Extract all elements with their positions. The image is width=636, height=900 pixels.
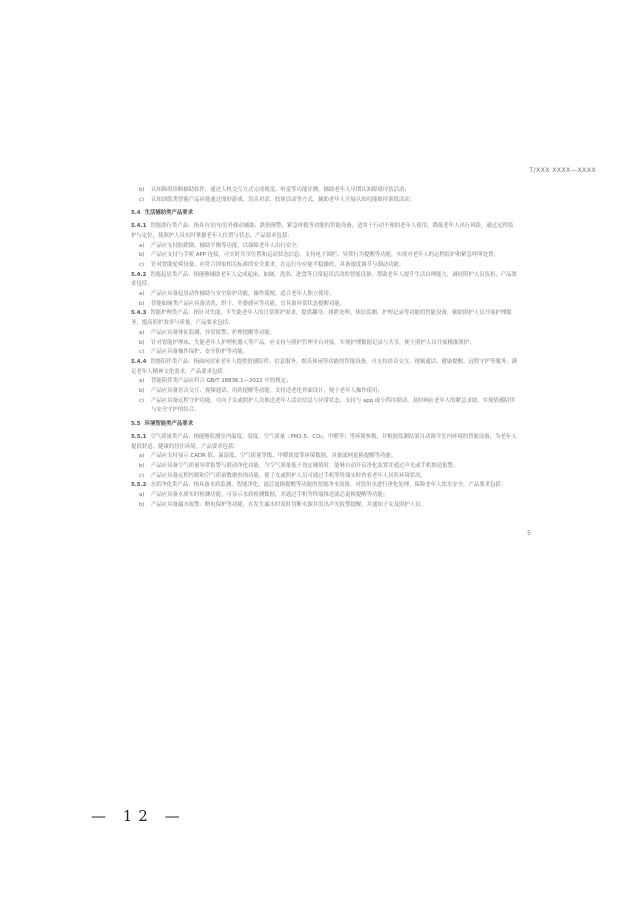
- list-item-label: a): [139, 329, 145, 336]
- clause-number: 5.5.1: [131, 433, 147, 440]
- list-item-text: 产品应支持与手机 APP 连接，可实时共享位置和运动状态信息，支持电子围栏、异常行为提醒等功能，实现对老年人的远程监护和紧急呼叫处置；: [151, 252, 499, 259]
- list-item-label: b): [139, 339, 145, 346]
- clause-text: 空气质量类产品：指能够监测室内温度、湿度、空气质量（PM2.5、CO₂、甲醛等）等环境参数，并根据监测结果自动调节室内环境的智能设备，为老年人提供舒适、健康的居住环境，产品要求包括：: [131, 433, 517, 450]
- clause-paragraph: [131, 358, 517, 377]
- clause-number: 5.5.2: [131, 482, 147, 489]
- list-item: [131, 329, 517, 339]
- list-item-label: b): [139, 252, 145, 259]
- list-item-label: b): [139, 388, 145, 395]
- list-item: [131, 300, 517, 310]
- list-item: [131, 196, 517, 206]
- section-heading: [131, 420, 517, 430]
- list-item-label: a): [139, 492, 145, 499]
- list-item-label: b): [139, 300, 145, 307]
- list-item-text: 产品应具备空气质量异常报警与联动净化功能，当空气质量低于设定阈值时，能够自动开启净化装置并通过声光或手机推送报警；: [151, 462, 459, 469]
- list-item-label: b): [139, 501, 145, 508]
- clause-text: 智能陪伴类产品：指面向居家老年人提供情感陪伴、信息服务、娱乐休闲等功能的智能设备，可支持语音交互、视频通话、健康提醒、远程守护等服务，满足老年人精神文化需求，产品要求包括：: [131, 358, 517, 375]
- list-item: [131, 472, 517, 482]
- clause-text: 智能起居类产品：指能够辅助老年人完成起床、如厕、洗浴、进食等日常起居活动的智能设备，帮助老年人提升生活自理能力，减轻照护人员负担，产品要求包括：: [131, 271, 517, 288]
- section-heading: [131, 209, 517, 219]
- list-item: [131, 397, 517, 416]
- list-item-text: 认知训练类智能产品应能通过图形游戏、语音对话、肢体活动等方式，辅助老年人开展认知功能维持训练活动。: [151, 196, 416, 203]
- document-body: [131, 186, 517, 511]
- list-item: [131, 186, 517, 196]
- list-item-label: a): [139, 291, 145, 298]
- list-item: [131, 242, 517, 252]
- section-title: 环境智能类产品要求: [144, 421, 194, 428]
- section-title: 生活辅助类产品要求: [144, 210, 194, 217]
- list-item-text: 产品应具备漏水报警、断电保护等功能，在发生漏水时及时切断水源并发出声光报警提醒，并通知子女及照护人员。: [151, 501, 426, 508]
- clause-text: 水质净化类产品：指具备水质监测、智能净化、滤芯更换提醒等功能的智能净水设备，对饮用水进行净化处理，保障老年人饮水安全，产品要求包括：: [150, 482, 507, 489]
- list-item-text: 产品应具备水质实时检测功能，可显示水质检测数据，并通过手机等终端推送滤芯更换提醒等功能；: [151, 492, 389, 499]
- list-item: [131, 452, 517, 462]
- list-item: [131, 290, 517, 300]
- list-item: [131, 261, 517, 271]
- list-item-text: 针对智能护理床、失能老年人护理机器人等产品，应支持与照护管理平台对接，实现护理数据记录与共享，便于照护人员开展精准照护；: [151, 339, 475, 346]
- list-item: [131, 377, 517, 387]
- list-item-label: a): [139, 453, 145, 460]
- list-item: [131, 339, 517, 349]
- list-item-text: 产品应具备远程守护功能，可向子女或照护人员推送老年人活动信息与异常状态，支持与 app 或小程序联动，及时响应老年人的紧急求助，实现情感陪伴与安全守护的结合。: [151, 397, 515, 414]
- list-item-text: 产品应支持防跌倒、辅助平衡等功能，以保障老年人出行安全；: [151, 242, 302, 249]
- clause-paragraph: [131, 433, 517, 452]
- clause-paragraph: [131, 481, 517, 491]
- folio-number: — 12 —: [91, 807, 186, 825]
- list-item-text: 智能陪伴类产品应符合 GB/T 18836.1—2022 中的规定；: [151, 378, 292, 385]
- page-number: 5: [527, 530, 531, 537]
- list-item-text: 认知障碍诊断辅助软件，通过人机交互方式完成视觉、听觉等功能评测，辅助老年人早期认知障碍评估活动；: [151, 187, 410, 193]
- section-number: 5.4: [131, 210, 141, 217]
- clause-number: 5.4.1: [131, 223, 147, 230]
- list-item: [131, 251, 517, 261]
- list-item-label: a): [139, 378, 145, 385]
- list-item: [131, 462, 517, 472]
- list-item: [131, 348, 517, 358]
- list-item-label: b): [139, 462, 145, 469]
- list-item-label: c): [139, 349, 145, 356]
- clause-paragraph: [131, 222, 517, 241]
- list-item-label: c): [139, 196, 145, 203]
- clause-text: 智能助行类产品：指具有室内/室外移动辅助、跌倒预警、紧急呼救等功能的智能设备，适用于行动不便的老年人使用，降低老年人出行风险。通过远程监护与定位，使照护人员实时掌握老年人位置与状态，产品要求包括：: [131, 223, 514, 239]
- list-item-text: 产品应具备语音交互、视频通话、用药提醒等功能，支持适老化界面设计，便于老年人操作使用；: [151, 388, 383, 395]
- list-item-label: a): [139, 242, 145, 249]
- list-item-text: 智能如厕类产品应具备清洗、烘干、坐姿感应等功能，宜具备异常状态提醒功能。: [151, 300, 346, 307]
- list-item-text: 针对智能轮椅设备，应符合国家相关标准的安全要求，在运行中应能平稳操控，具备速度调节与制动功能。: [151, 261, 405, 268]
- list-item-label: c): [139, 472, 145, 479]
- standard-number: T/XXX XXXX—XXXX: [529, 166, 596, 174]
- clause-number: 5.4.4: [131, 358, 147, 365]
- clause-number: 5.4.3: [131, 310, 147, 317]
- clause-text: 智能护理类产品：指针对失能、半失能老年人的日常照护需求，提供翻身、排泄处理、体征监测、护理记录等功能的智能设备，辅助照护人员开展护理服务，提高照护效率与质量，产品要求包括：: [131, 310, 512, 327]
- list-item: [131, 491, 517, 501]
- section-number: 5.5: [131, 421, 141, 428]
- list-item-text: 产品应具备操作保护、安全防护等功能。: [151, 349, 249, 356]
- list-item-label: c): [139, 261, 145, 268]
- list-item-text: 产品应具备体征监测、异常报警、护理提醒等功能；: [151, 329, 275, 336]
- clause-paragraph: [131, 271, 517, 290]
- list-item-text: 产品应支持显示 CADR 值、温湿度、空气质量等级、甲醛浓度等环境数据，具备滤网更换提醒等功能；: [151, 453, 397, 460]
- clause-paragraph: [131, 309, 517, 328]
- list-item-label: b): [139, 187, 145, 193]
- list-item-label: c): [139, 397, 145, 404]
- list-item: [131, 501, 517, 511]
- list-item: [131, 387, 517, 397]
- list-item-text: 产品应具备远程控制和空气质量数据查询功能，使子女或照护人员可通过手机等终端实时查看老年人居所环境状况。: [151, 472, 426, 479]
- list-item-text: 产品应具备起居动作辅助与安全防护功能，操作简便，适合老年人独立使用；: [151, 291, 335, 298]
- clause-number: 5.4.2: [131, 271, 147, 278]
